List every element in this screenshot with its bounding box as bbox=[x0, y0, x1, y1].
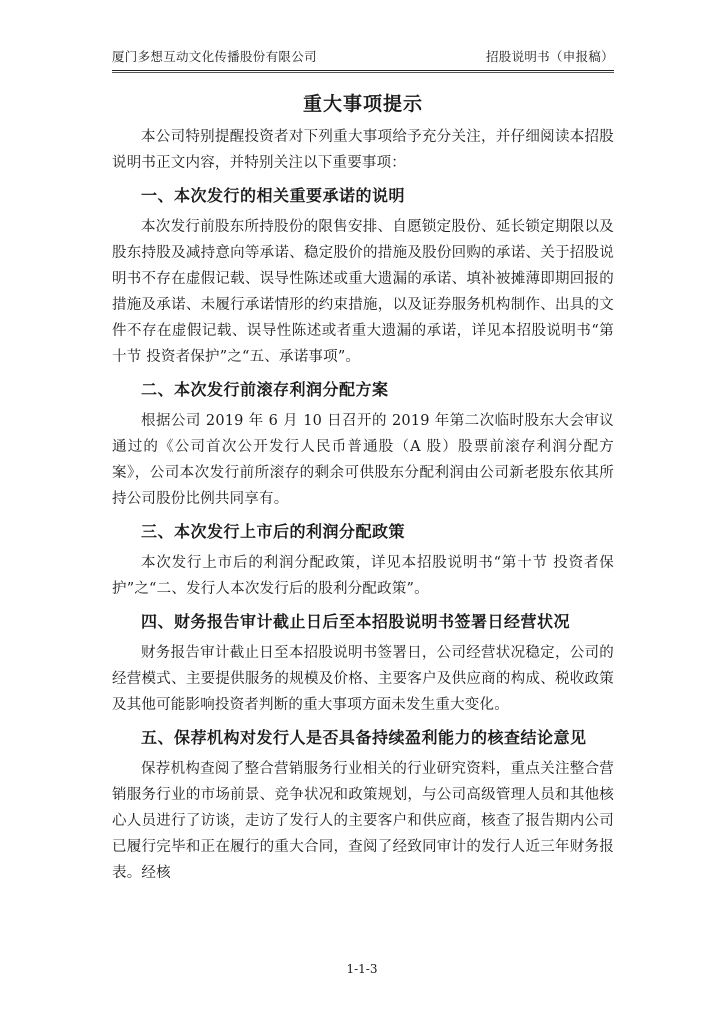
section-heading-1: 一、本次发行的相关重要承诺的说明 bbox=[141, 186, 406, 205]
header-divider-thin bbox=[112, 72, 614, 73]
header-document-type: 招股说明书（申报稿） bbox=[485, 49, 614, 64]
section-body-5: 保荐机构查阅了整合营销服务行业相关的行业研究资料，重点关注整合营销服务行业的市场前景、竞争状况和政策规划，与公司高级管理人员和其他核心人员进行了访谈，走访了发行人的主要客户和供应商，核查了报告期内公司已履行完毕和正在履行的重大合同，查阅了经致同审计的发行人近三年财务报表。经核 bbox=[112, 761, 614, 881]
header-divider bbox=[112, 70, 614, 71]
intro-paragraph: 本公司特别提醒投资者对下列重大事项给予充分关注，并仔细阅读本招股说明书正文内容，并特别关注以下重要事项： bbox=[112, 129, 614, 171]
page-content bbox=[112, 90, 614, 886]
section-body-1: 本次发行前股东所持股份的限售安排、自愿锁定股份、延长锁定期限以及股东持股及减持意向等承诺、稳定股价的措施及股份回购的承诺、关于招股说明书不存在虚假记载、误导性陈述或重大遗漏的承诺、填补被摊薄即期回报的措施及承诺、未履行承诺情形的约束措施，以及证券服务机构制作、出具的文件不存在虚假记载、误导性陈述或者重大遗漏的承诺，详见本招股说明书“第十节 投资者保护”之“五、承诺事项”。 bbox=[112, 219, 614, 365]
section-body-2: 根据公司 2019 年 6 月 10 日召开的 2019 年第二次临时股东大会审议通过的《公司首次公开发行人民币普通股（A 股）股票前滚存利润分配方案》，公司本次发行前所滚存的剩余可供股东分配利润由公司新老股东依其所持公司股份比例共同享有。 bbox=[112, 413, 614, 507]
section-heading-2: 二、本次发行前滚存利润分配方案 bbox=[141, 380, 389, 399]
section-body-4: 财务报告审计截止日至本招股说明书签署日，公司经营状况稳定，公司的经营模式、主要提供服务的规模及价格、主要客户及供应商的构成、税收政策及其他可能影响投资者判断的重大事项方面未发生重大变化。 bbox=[112, 645, 614, 713]
header-company-name: 厦门多想互动文化传播股份有限公司 bbox=[112, 49, 317, 64]
section-heading-4: 四、财务报告审计截止日后至本招股说明书签署日经营状况 bbox=[141, 612, 571, 631]
page-number: 1-1-3 bbox=[346, 962, 378, 976]
section-heading-3: 三、本次发行上市后的利润分配政策 bbox=[141, 522, 406, 541]
page-title: 重大事项提示 bbox=[302, 93, 423, 115]
page-header bbox=[112, 48, 614, 66]
section-heading-5: 五、保荐机构对发行人是否具备持续盈利能力的核查结论意见 bbox=[141, 728, 587, 747]
section-body-3: 本次发行上市后的利润分配政策，详见本招股说明书“第十节 投资者保护”之“二、发行人本次发行后的股利分配政策”。 bbox=[112, 555, 614, 597]
